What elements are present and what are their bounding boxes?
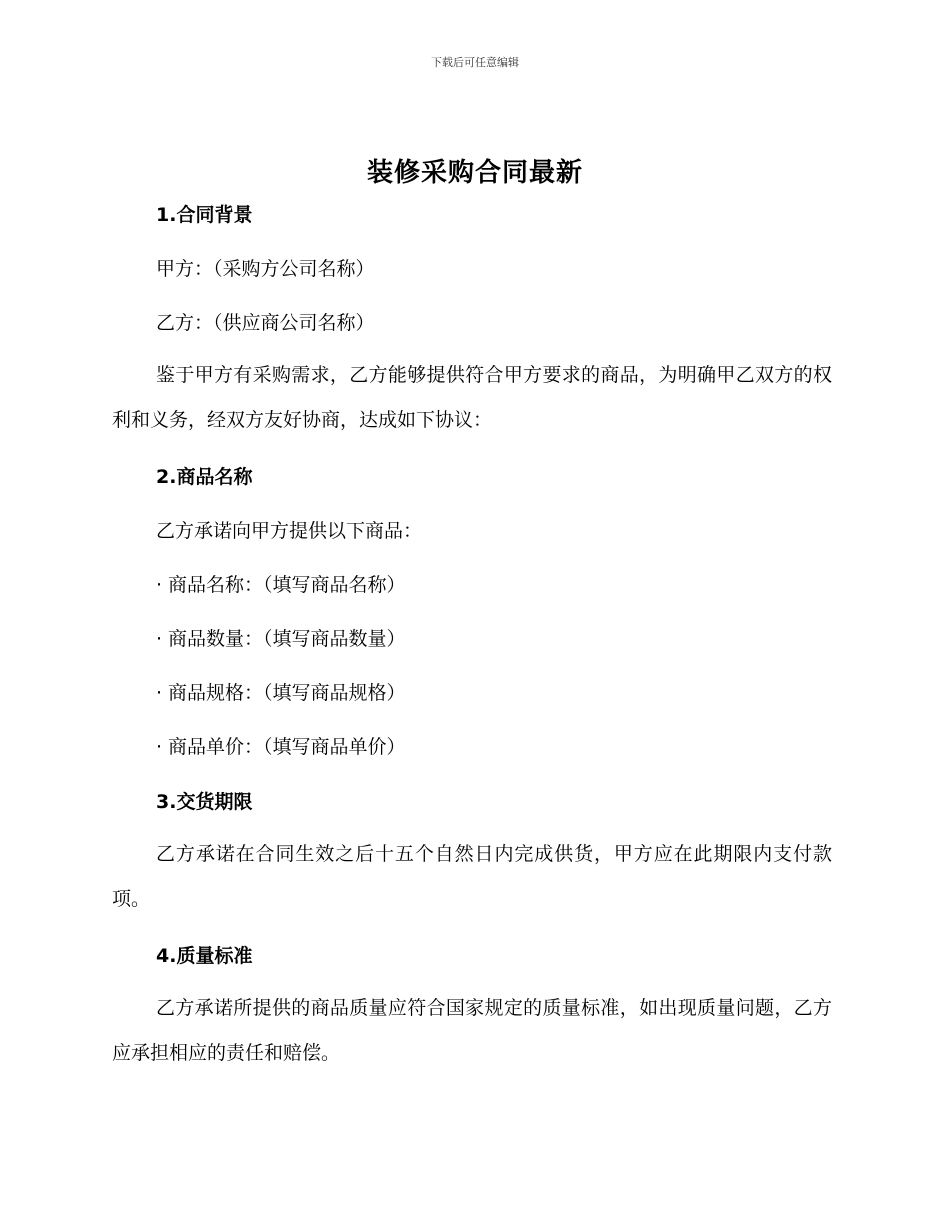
section-heading-goods: 2.商品名称	[156, 466, 253, 488]
bullet-mark: ·	[156, 574, 163, 596]
list-item	[156, 732, 406, 759]
section-heading-quality: 4.质量标准	[156, 945, 253, 967]
goods-item-quantity: 商品数量：（填写商品数量）	[168, 628, 406, 650]
list-item	[156, 624, 406, 651]
party-a-line: 甲方：（采购方公司名称）	[156, 258, 375, 280]
section-heading-background: 1.合同背景	[156, 204, 253, 226]
list-item	[156, 570, 406, 597]
document-title: 装修采购合同最新	[366, 158, 583, 188]
background-paragraph: 鉴于甲方有采购需求，乙方能够提供符合甲方要求的商品，为明确甲乙双方的权利和义务，经双方友好协商，达成如下协议：	[112, 364, 832, 431]
goods-item-price: 商品单价：（填写商品单价）	[168, 736, 406, 758]
bullet-mark: ·	[156, 736, 163, 758]
page-header-note: 下载后可任意编辑	[431, 56, 519, 69]
goods-item-name: 商品名称：（填写商品名称）	[168, 574, 406, 596]
quality-paragraph: 乙方承诺所提供的商品质量应符合国家规定的质量标准，如出现质量问题，乙方应承担相应的责任和赔偿。	[112, 997, 832, 1064]
party-b-line: 乙方：（供应商公司名称）	[156, 312, 375, 334]
list-item	[156, 678, 406, 705]
goods-item-spec: 商品规格：（填写商品规格）	[168, 682, 406, 704]
bullet-mark: ·	[156, 682, 163, 704]
delivery-paragraph: 乙方承诺在合同生效之后十五个自然日内完成供货，甲方应在此期限内支付款项。	[112, 843, 832, 910]
goods-intro-line: 乙方承诺向甲方提供以下商品：	[156, 520, 423, 542]
section-heading-delivery: 3.交货期限	[156, 791, 253, 813]
bullet-mark: ·	[156, 628, 163, 650]
